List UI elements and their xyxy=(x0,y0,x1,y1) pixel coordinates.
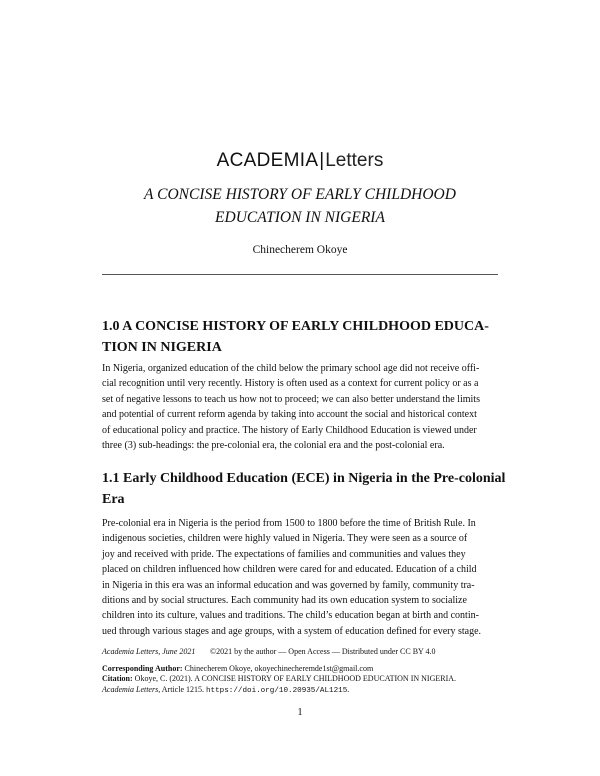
citation-line xyxy=(102,674,502,684)
paragraph-line: of educational policy and practice. The history of Early Childhood Education is viewed under xyxy=(102,424,477,436)
citation-journal: Academia Letters xyxy=(102,684,159,694)
article-title xyxy=(100,183,500,229)
section-heading-1-1 xyxy=(102,468,506,510)
page-number: 1 xyxy=(297,707,303,718)
section-1-1-paragraph xyxy=(102,516,502,639)
paragraph-line: set of negative lessons to teach us how not to proceed; we can also better understand the limits xyxy=(102,393,480,405)
heading-line: TION IN NIGERIA xyxy=(102,340,222,355)
journal-date: Academia Letters, June 2021 xyxy=(102,647,196,656)
paragraph-line: indigenous societies, children were highly valued in Nigeria. They were seen as a source of xyxy=(102,533,468,545)
brand-main: ACADEMIA xyxy=(216,150,319,171)
paragraph-line: cial recognition until very recently. History is often used as a context for current policy or as a xyxy=(102,378,479,390)
brand-separator: | xyxy=(319,150,325,171)
paragraph-line: three (3) sub-headings: the pre-colonial era, the colonial era and the post-colonial era. xyxy=(102,440,445,452)
citation-label: Citation: xyxy=(102,674,133,684)
footer-citation-block xyxy=(102,664,502,696)
paragraph-line: ued through various stages and age groups, with a system of education defined for every stage. xyxy=(102,625,482,637)
license-statement: ©2021 by the author — Open Access — Distributed under CC BY 4.0 xyxy=(210,647,436,656)
paragraph-line: Pre-colonial era in Nigeria is the period from 1500 to 1800 before the time of British Rule. In xyxy=(102,518,476,529)
heading-line: 1.1 Early Childhood Education (ECE) in Nigeria in the Pre-colonial xyxy=(102,471,506,486)
corresponding-author-line xyxy=(102,664,502,674)
doi-link[interactable]: https://doi.org/10.20935/AL1215 xyxy=(206,686,348,695)
paragraph-line: in Nigeria in this era was an informal education and was governed by family, community tra- xyxy=(102,579,475,591)
corresponding-author-value: Chinecherem Okoye, okoyechinecheremde1st@gmail.com xyxy=(182,664,374,673)
section-1-0-paragraph xyxy=(102,361,502,453)
paragraph-line: ditions and by social structures. Each community had its own education system to socialize xyxy=(102,595,467,607)
author-name: Chinecherem Okoye xyxy=(252,244,348,256)
paragraph-line: joy and received with pride. The expectations of families and communities and values they xyxy=(102,548,466,560)
citation-article: , Article 1215. xyxy=(158,684,206,694)
section-heading-1-0 xyxy=(102,316,502,358)
title-line: EDUCATION IN NIGERIA xyxy=(215,209,385,226)
corresponding-author-label: Corresponding Author: xyxy=(102,664,183,673)
paragraph-line: placed on children influenced how children were cared for and educated. Education of a child xyxy=(102,564,477,576)
title-line: A CONCISE HISTORY OF EARLY CHILDHOOD xyxy=(144,186,456,203)
paragraph-line: In Nigeria, organized education of the child below the primary school age did not receive offi- xyxy=(102,363,480,374)
citation-line-2 xyxy=(102,685,502,696)
paragraph-line: and potential of current reform agenda by taking into account the social and historical context xyxy=(102,409,477,421)
academia-letters-logo xyxy=(0,149,600,173)
heading-line: Era xyxy=(102,492,125,507)
paragraph-line: children into its culture, values and traditions. The child’s education began at birth and contin- xyxy=(102,610,479,622)
citation-value: Okoye, C. (2021). A CONCISE HISTORY OF EARLY CHILDHOOD EDUCATION IN NIGERIA. xyxy=(132,674,457,684)
title-divider xyxy=(102,274,498,275)
citation-end: . xyxy=(347,684,350,694)
brand-sub: Letters xyxy=(325,150,384,171)
heading-line: 1.0 A CONCISE HISTORY OF EARLY CHILDHOOD EDUCA- xyxy=(102,319,489,334)
